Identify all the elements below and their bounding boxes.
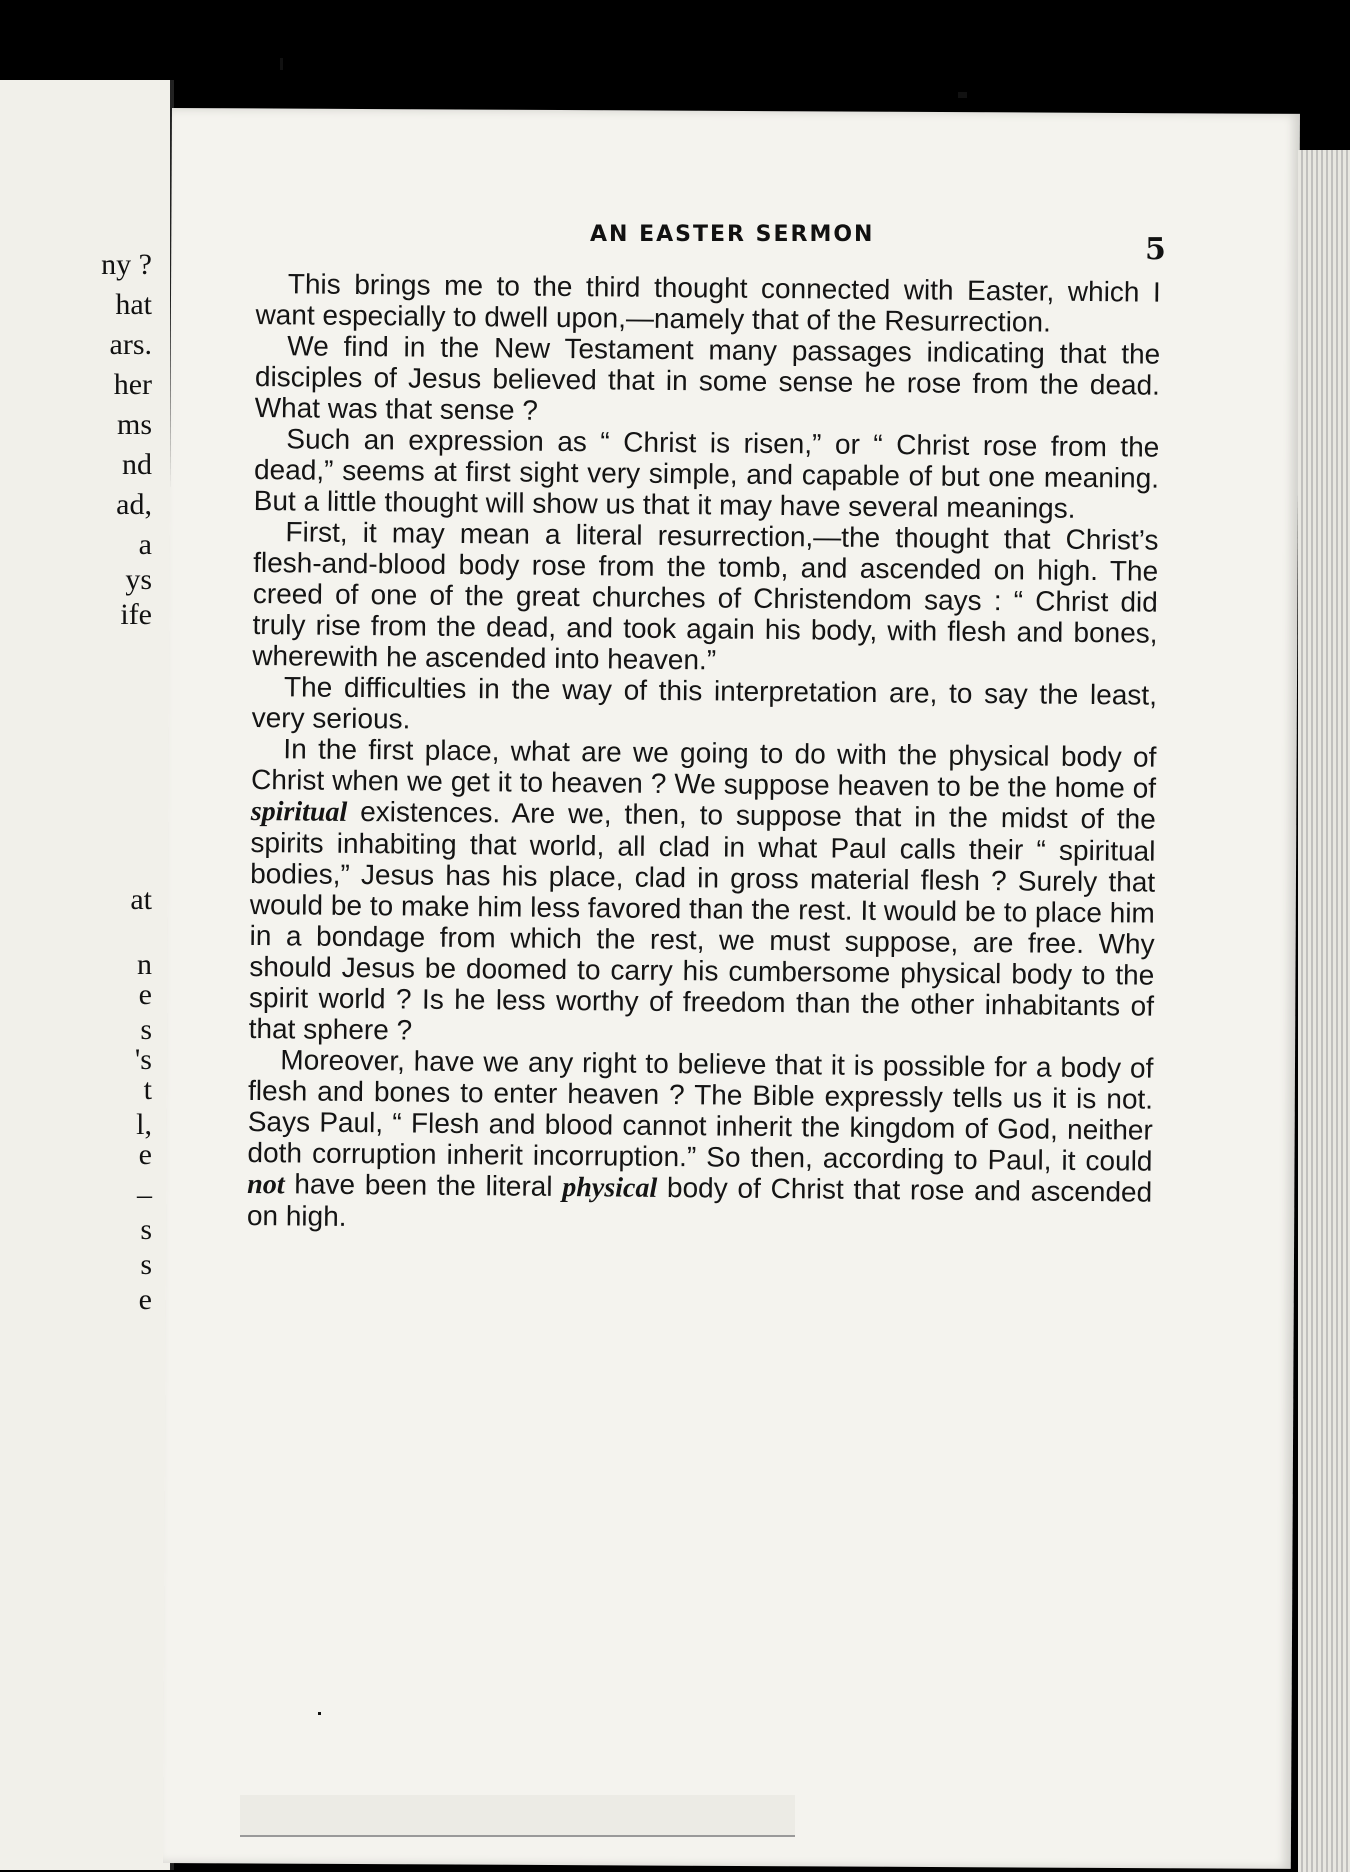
- left-page-line-fragment: e: [138, 1138, 152, 1171]
- paragraph-text: have been the literal: [284, 1168, 563, 1202]
- paragraph-text: We find in the New Testament many passages indicating that the disciples of Jesus believed that in some sense he rose from the dead. What was that sense ?: [254, 330, 1161, 426]
- paragraph-text: The difficulties in the way of this interpretation are, to say the least, very serious.: [251, 671, 1158, 735]
- page-number: 5: [1145, 232, 1166, 267]
- paragraph-text: body of Christ that rose and ascended on high.: [246, 1171, 1153, 1232]
- emphasized-word: not: [247, 1168, 285, 1201]
- left-page-line-fragment: e: [138, 978, 152, 1011]
- paragraph: [255, 268, 1161, 339]
- paragraph-text: Such an expression as “ Christ is risen,” or “ Christ rose from the dead,” seems at first sight very simple, and capable of but one meaning. But a little thought will show us that it may have several meanings.: [253, 423, 1160, 524]
- left-page-line-fragment: at: [130, 883, 152, 916]
- left-page-line-fragment: s: [140, 1213, 152, 1246]
- emphasized-word: physical: [562, 1171, 658, 1204]
- left-page-line-fragment: nd: [122, 448, 152, 481]
- left-page-line-fragment: n: [137, 948, 152, 981]
- left-page-line-fragment: t: [143, 1073, 152, 1106]
- left-page-line-fragment: ny ?: [101, 248, 152, 281]
- scan-speck: [318, 1712, 321, 1715]
- emphasized-word: spiritual: [250, 795, 348, 828]
- scan-speck: [280, 58, 283, 70]
- paragraph: [247, 1044, 1154, 1240]
- paragraph-text: In the first place, what are we going to do with the physical body of Christ when we get it to heaven ? We suppose heaven to be the home of: [250, 733, 1157, 804]
- left-page-line-fragment: ms: [116, 408, 152, 441]
- left-page-line-fragment: hat: [115, 288, 152, 321]
- left-page-line-fragment: a: [138, 528, 152, 561]
- left-page-line-fragment: ys: [125, 563, 152, 596]
- paragraph-text: This brings me to the third thought connected with Easter, which I want especially to dwell upon,—namely that of the Resurrection.: [255, 268, 1161, 338]
- running-header: AN EASTER SERMON: [590, 222, 875, 247]
- paragraph: [252, 516, 1158, 680]
- left-page-line-fragment: e: [138, 1283, 152, 1316]
- left-page-line-fragment: s: [140, 1013, 152, 1046]
- left-page-line-fragment: l,: [136, 1108, 152, 1141]
- page-bottom-edge: [240, 1795, 795, 1835]
- left-facing-page: [0, 80, 174, 1870]
- paragraph-text: existences. Are we, then, to suppose that in the midst of the spirits inhabiting that world, all clad in what Paul calls their “ spiritual bodies,” Jesus has his place, clad in gross material flesh ? Surely that would be to make him less favored than the rest. It would be to place him in a bondage from which the rest, we must suppose, are free. Why should Jesus be doomed to carry his cumbersome physical body to the spirit world ? Is he less worthy of freedom than the other inhabitants of that sphere ?: [248, 795, 1156, 1046]
- sermon-body-text: [247, 268, 1161, 1240]
- left-page-line-fragment: ad,: [116, 488, 152, 521]
- left-page-line-fragment: –: [137, 1178, 152, 1211]
- left-page-line-fragment: her: [113, 368, 152, 401]
- paragraph: [255, 330, 1161, 432]
- left-page-line-fragment: 's: [134, 1043, 152, 1076]
- paragraph-text: First, it may mean a literal resurrection,—the thought that Christ’s flesh-and-blood body rose from the tomb, and ascended on high. The creed of one of the great churches of Christendom says : “ Christ did truly rise from the dead, and took again his body, with flesh and bones, wherewith he ascended into heaven.”: [252, 516, 1159, 676]
- left-page-line-fragment: ife: [120, 598, 152, 631]
- paragraph-text: Moreover, have we any right to believe that it is possible for a body of flesh and bones to enter heaven ? The Bible expressly tells us it is not. Says Paul, “ Flesh and blood cannot inherit the kingdom of God, neither doth corruption inherit incorruption.” So then, according to Paul, it could: [247, 1044, 1154, 1177]
- page-edges: [1298, 150, 1350, 1872]
- scan-speck: [958, 92, 967, 98]
- left-page-line-fragment: s: [140, 1248, 152, 1281]
- paragraph: [252, 671, 1158, 742]
- paragraph: [254, 423, 1160, 525]
- paragraph: [249, 733, 1157, 1053]
- left-page-line-fragment: ars.: [109, 328, 152, 361]
